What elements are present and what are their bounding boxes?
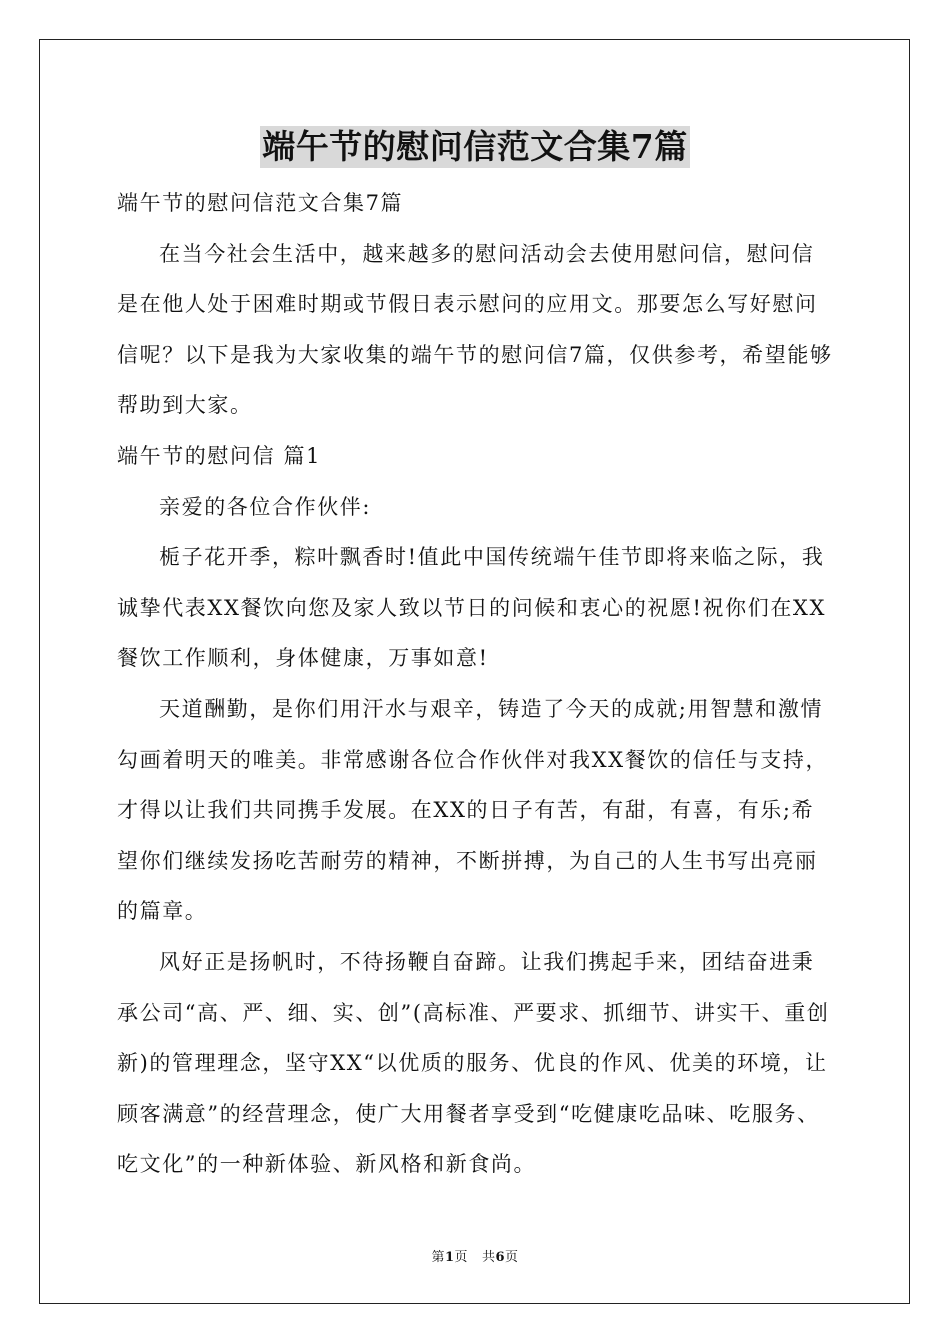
page-suffix: 页 bbox=[454, 1250, 469, 1265]
document-title: 端午节的慰问信范文合集7篇 bbox=[262, 127, 688, 166]
total-prefix: 共 bbox=[481, 1250, 496, 1265]
page-footer bbox=[0, 1246, 950, 1265]
paragraph: 栀子花开季，粽叶飘香时!值此中国传统端午佳节即将来临之际，我诚挚代表XX餐饮向您及家人致以节日的问候和衷心的祝愿!祝你们在XX餐饮工作顺利，身体健康，万事如意! bbox=[117, 545, 827, 671]
paragraph: 端午节的慰问信范文合集7篇 bbox=[117, 191, 404, 215]
title-container bbox=[0, 126, 950, 168]
total-pages: 6 bbox=[495, 1250, 506, 1265]
paragraph: 天道酬勤，是你们用汗水与艰辛，铸造了今天的成就;用智慧和激情勾画着明天的唯美。非常感谢各位合作伙伴对我XX餐饮的信任与支持，才得以让我们共同携手发展。在XX的日子有苦，有甜，有喜，有乐;希望你们继续发扬吃苦耐劳的精神，不断拼搏，为自己的人生书写出亮丽的篇章。 bbox=[117, 696, 829, 924]
paragraph: 风好正是扬帆时，不待扬鞭自奋蹄。让我们携起手来，团结奋进秉承公司“高、严、细、实、创”(高标准、严要求、抓细节、讲实干、重创新)的管理理念，坚守XX“以优质的服务、优良的作风、优美的环境，让顾客满意”的经营理念，使广大用餐者享受到“吃健康吃品味、吃服务、吃文化”的一种新体验、新风格和新食尚。 bbox=[117, 949, 830, 1177]
section-heading: 端午节的慰问信 篇1 bbox=[117, 443, 322, 468]
page-prefix: 第 bbox=[431, 1250, 445, 1265]
salutation: 亲爱的各位合作伙伴: bbox=[159, 494, 372, 519]
paragraph: 在当今社会生活中，越来越多的慰问活动会去使用慰问信，慰问信是在他人处于困难时期或节假日表示慰问的应用文。那要怎么写好慰问信呢？以下是我为大家收集的端午节的慰问信7篇，仅供参考，希望能够帮助到大家。 bbox=[117, 241, 833, 418]
page-number: 1 bbox=[444, 1250, 455, 1265]
total-suffix: 页 bbox=[505, 1250, 519, 1265]
document-body bbox=[117, 178, 833, 1190]
